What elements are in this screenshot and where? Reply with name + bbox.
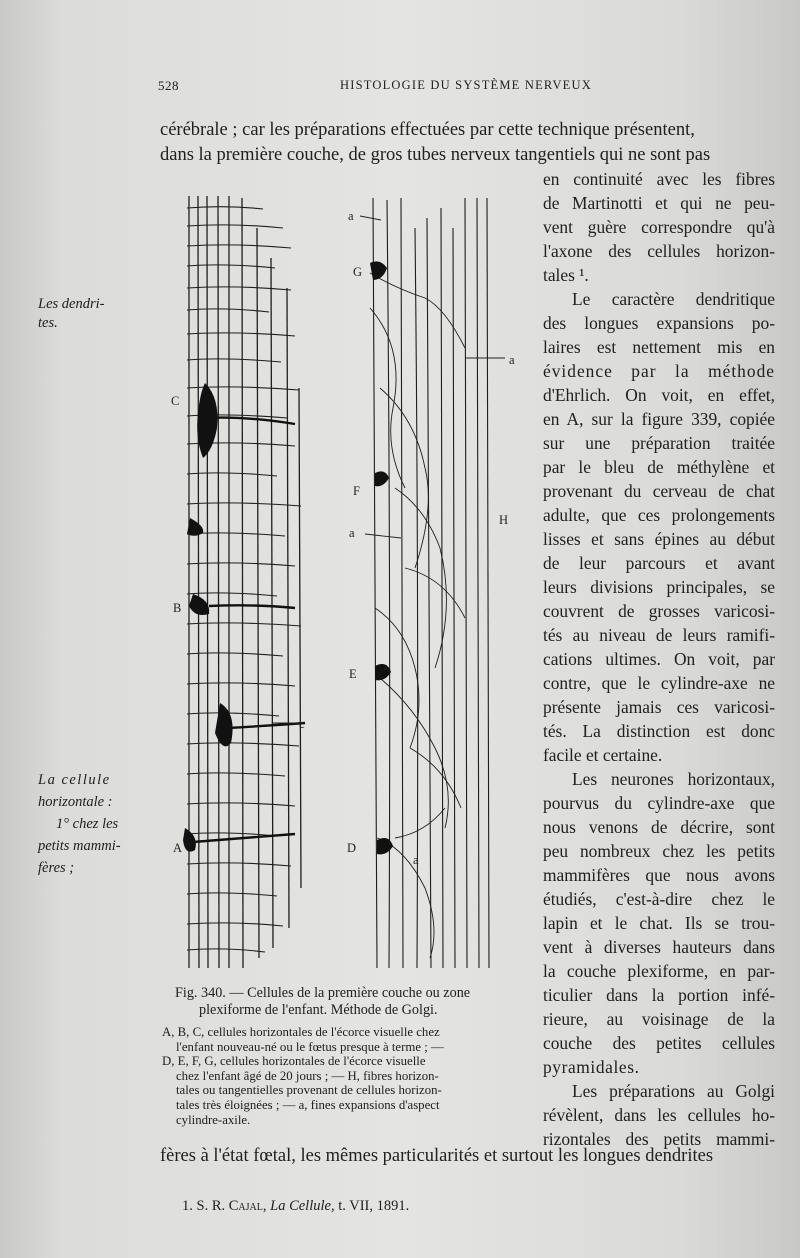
figure-label-a-top: a (348, 209, 354, 223)
column-line: rieure, au voisinage de la (543, 1009, 775, 1029)
column-line: présente jamais ces varicosi- (543, 697, 775, 717)
column-line: de Martinotti et qui ne peu- (543, 193, 775, 213)
column-line: nous venons de décrire, sont (543, 817, 775, 837)
figure-legend-line: D, E, F, G, cellules horizontales de l'écorce visuelle (162, 1054, 426, 1069)
column-line: vent guère correspondre qu'à (543, 217, 775, 237)
column-line: leurs divisions principales, se (543, 577, 775, 597)
page-number: 528 (158, 78, 179, 93)
column-line: de leur parcours et avant (543, 553, 775, 573)
column-line: couche des petites cellules (543, 1033, 775, 1053)
footnote-rest: , t. VII, 1891. (330, 1198, 410, 1214)
column-line: provenant du cerveau de chat (543, 481, 775, 501)
column-line: la couche plexiforme, en par- (543, 961, 775, 981)
footnote-title: La Cellule (270, 1198, 331, 1214)
margin-note-dendrites-2: tes. (38, 315, 58, 331)
column-line: peu nombreux chez les petits (543, 841, 775, 861)
column-line: rizontales des petits mammi- (543, 1129, 775, 1149)
margin-note-cellule-4: petits mammi- (38, 838, 121, 854)
footnote: 1. S. R. Cajal, La Cellule, t. VII, 1891. (182, 1198, 410, 1214)
column-line: Le caractère dendritique (572, 289, 775, 309)
margin-note-cellule-1: La cellule (38, 772, 111, 788)
figure-caption (175, 985, 470, 1019)
column-line: couvrent de grosses varicosi- (543, 601, 775, 621)
figure-label-g: G (353, 265, 363, 279)
column-line: pourvus du cylindre-axe que (543, 793, 775, 813)
figure-caption-line-1: Fig. 340. — Cellules de la première couche ou zone (175, 985, 471, 1001)
column-line: mammifères que nous avons (543, 865, 775, 885)
column-line: adulte, que ces prolongements (543, 505, 775, 525)
figure-label-e: E (349, 667, 357, 681)
column-line: en A, sur la figure 339, copiée (543, 409, 775, 429)
figure-label-a-low: a (413, 853, 419, 867)
figure-label-b: B (173, 601, 182, 615)
column-line: des longues expansions po- (543, 313, 775, 333)
column-line: Les neurones horizontaux, (572, 769, 775, 789)
right-panel-fibres (373, 198, 489, 968)
column-line: d'Ehrlich. On voit, en effet, (543, 385, 775, 405)
column-line: tés au niveau de leurs ramifi- (543, 625, 775, 645)
running-title: HISTOLOGIE DU SYSTÈME NERVEUX (340, 78, 592, 92)
figure-label-c-small: c (299, 717, 305, 731)
figure-label-d: D (347, 841, 357, 855)
figure-340-drawing (165, 188, 525, 973)
figure-legend-line: tales ou tangentielles provenant de cellules horizon- (176, 1083, 442, 1098)
body-line-bottom: fères à l'état fœtal, les mêmes particularités et surtout les longues dendrites (160, 1146, 714, 1166)
body-line-1: cérébrale ; car les préparations effectuées par cette technique présentent, (160, 120, 695, 140)
figure-label-h: H (499, 513, 509, 527)
body-line-2: dans la première couche, de gros tubes nerveux tangentiels qui ne sont pas (160, 145, 711, 165)
figure-label-a-mid: a (349, 526, 355, 540)
figure-label-f: F (353, 484, 360, 498)
column-line: vent à diverses hauteurs dans (543, 937, 775, 957)
column-line: pyramidales. (543, 1057, 640, 1077)
column-line: Les préparations au Golgi (572, 1081, 775, 1101)
figure-legend-line: l'enfant nouveau-né ou le fœtus presque à terme ; — (176, 1039, 444, 1054)
column-line: tés. La distinction est donc (543, 721, 775, 741)
column-line: sur une préparation traitée (543, 433, 775, 453)
figure-legend-line: cylindre-axile. (176, 1112, 251, 1127)
margin-note-dendrites-1: Les dendri- (38, 296, 105, 312)
left-panel-fibres (189, 196, 301, 968)
footnote-author: Cajal (228, 1198, 263, 1214)
margin-note-cellule-5: fères ; (38, 860, 75, 876)
column-line: étudiés, c'est-à-dire chez le (543, 889, 775, 909)
column-line: l'axone des cellules horizon- (543, 241, 775, 261)
figure-label-a: A (173, 841, 183, 855)
figure-label-c: C (171, 394, 180, 408)
column-line: lapin et le chat. Ils se trou- (543, 913, 775, 933)
figure-label-a-right: a (509, 353, 515, 367)
margin-note-cellule-3: 1° chez les (56, 816, 119, 832)
margin-note-cellule-2: horizontale : (38, 794, 113, 810)
column-line: lisses et sans épines au début (543, 529, 775, 549)
column-line: ticulier dans la portion infé- (543, 985, 775, 1005)
figure-legend (162, 1025, 522, 1127)
column-line: en continuité avec les fibres (543, 169, 775, 189)
column-line: révèlent, dans les cellules ho- (543, 1105, 775, 1125)
figure-legend-line: chez l'enfant âgé de 20 jours ; — H, fibres horizon- (176, 1068, 439, 1083)
figure-caption-line-2: plexiforme de l'enfant. Méthode de Golgi. (199, 1002, 438, 1018)
column-line: cations ultimes. On voit, par (543, 649, 775, 669)
column-line: facile et certaine. (543, 745, 663, 765)
column-line: évidence par la méthode (543, 361, 775, 381)
column-line: par le bleu de méthylène et (543, 457, 775, 477)
column-line: laires est nettement mis en (543, 337, 775, 357)
figure-340 (165, 188, 525, 973)
footnote-prefix: 1. S. R. (182, 1198, 229, 1214)
figure-legend-line: tales très éloignées ; — a, fines expansions d'aspect (176, 1097, 440, 1112)
column-line: tales ¹. (543, 265, 589, 285)
figure-legend-line: A, B, C, cellules horizontales de l'écorce visuelle chez (162, 1025, 440, 1039)
column-line: contre, que le cylindre-axe ne (543, 673, 775, 693)
